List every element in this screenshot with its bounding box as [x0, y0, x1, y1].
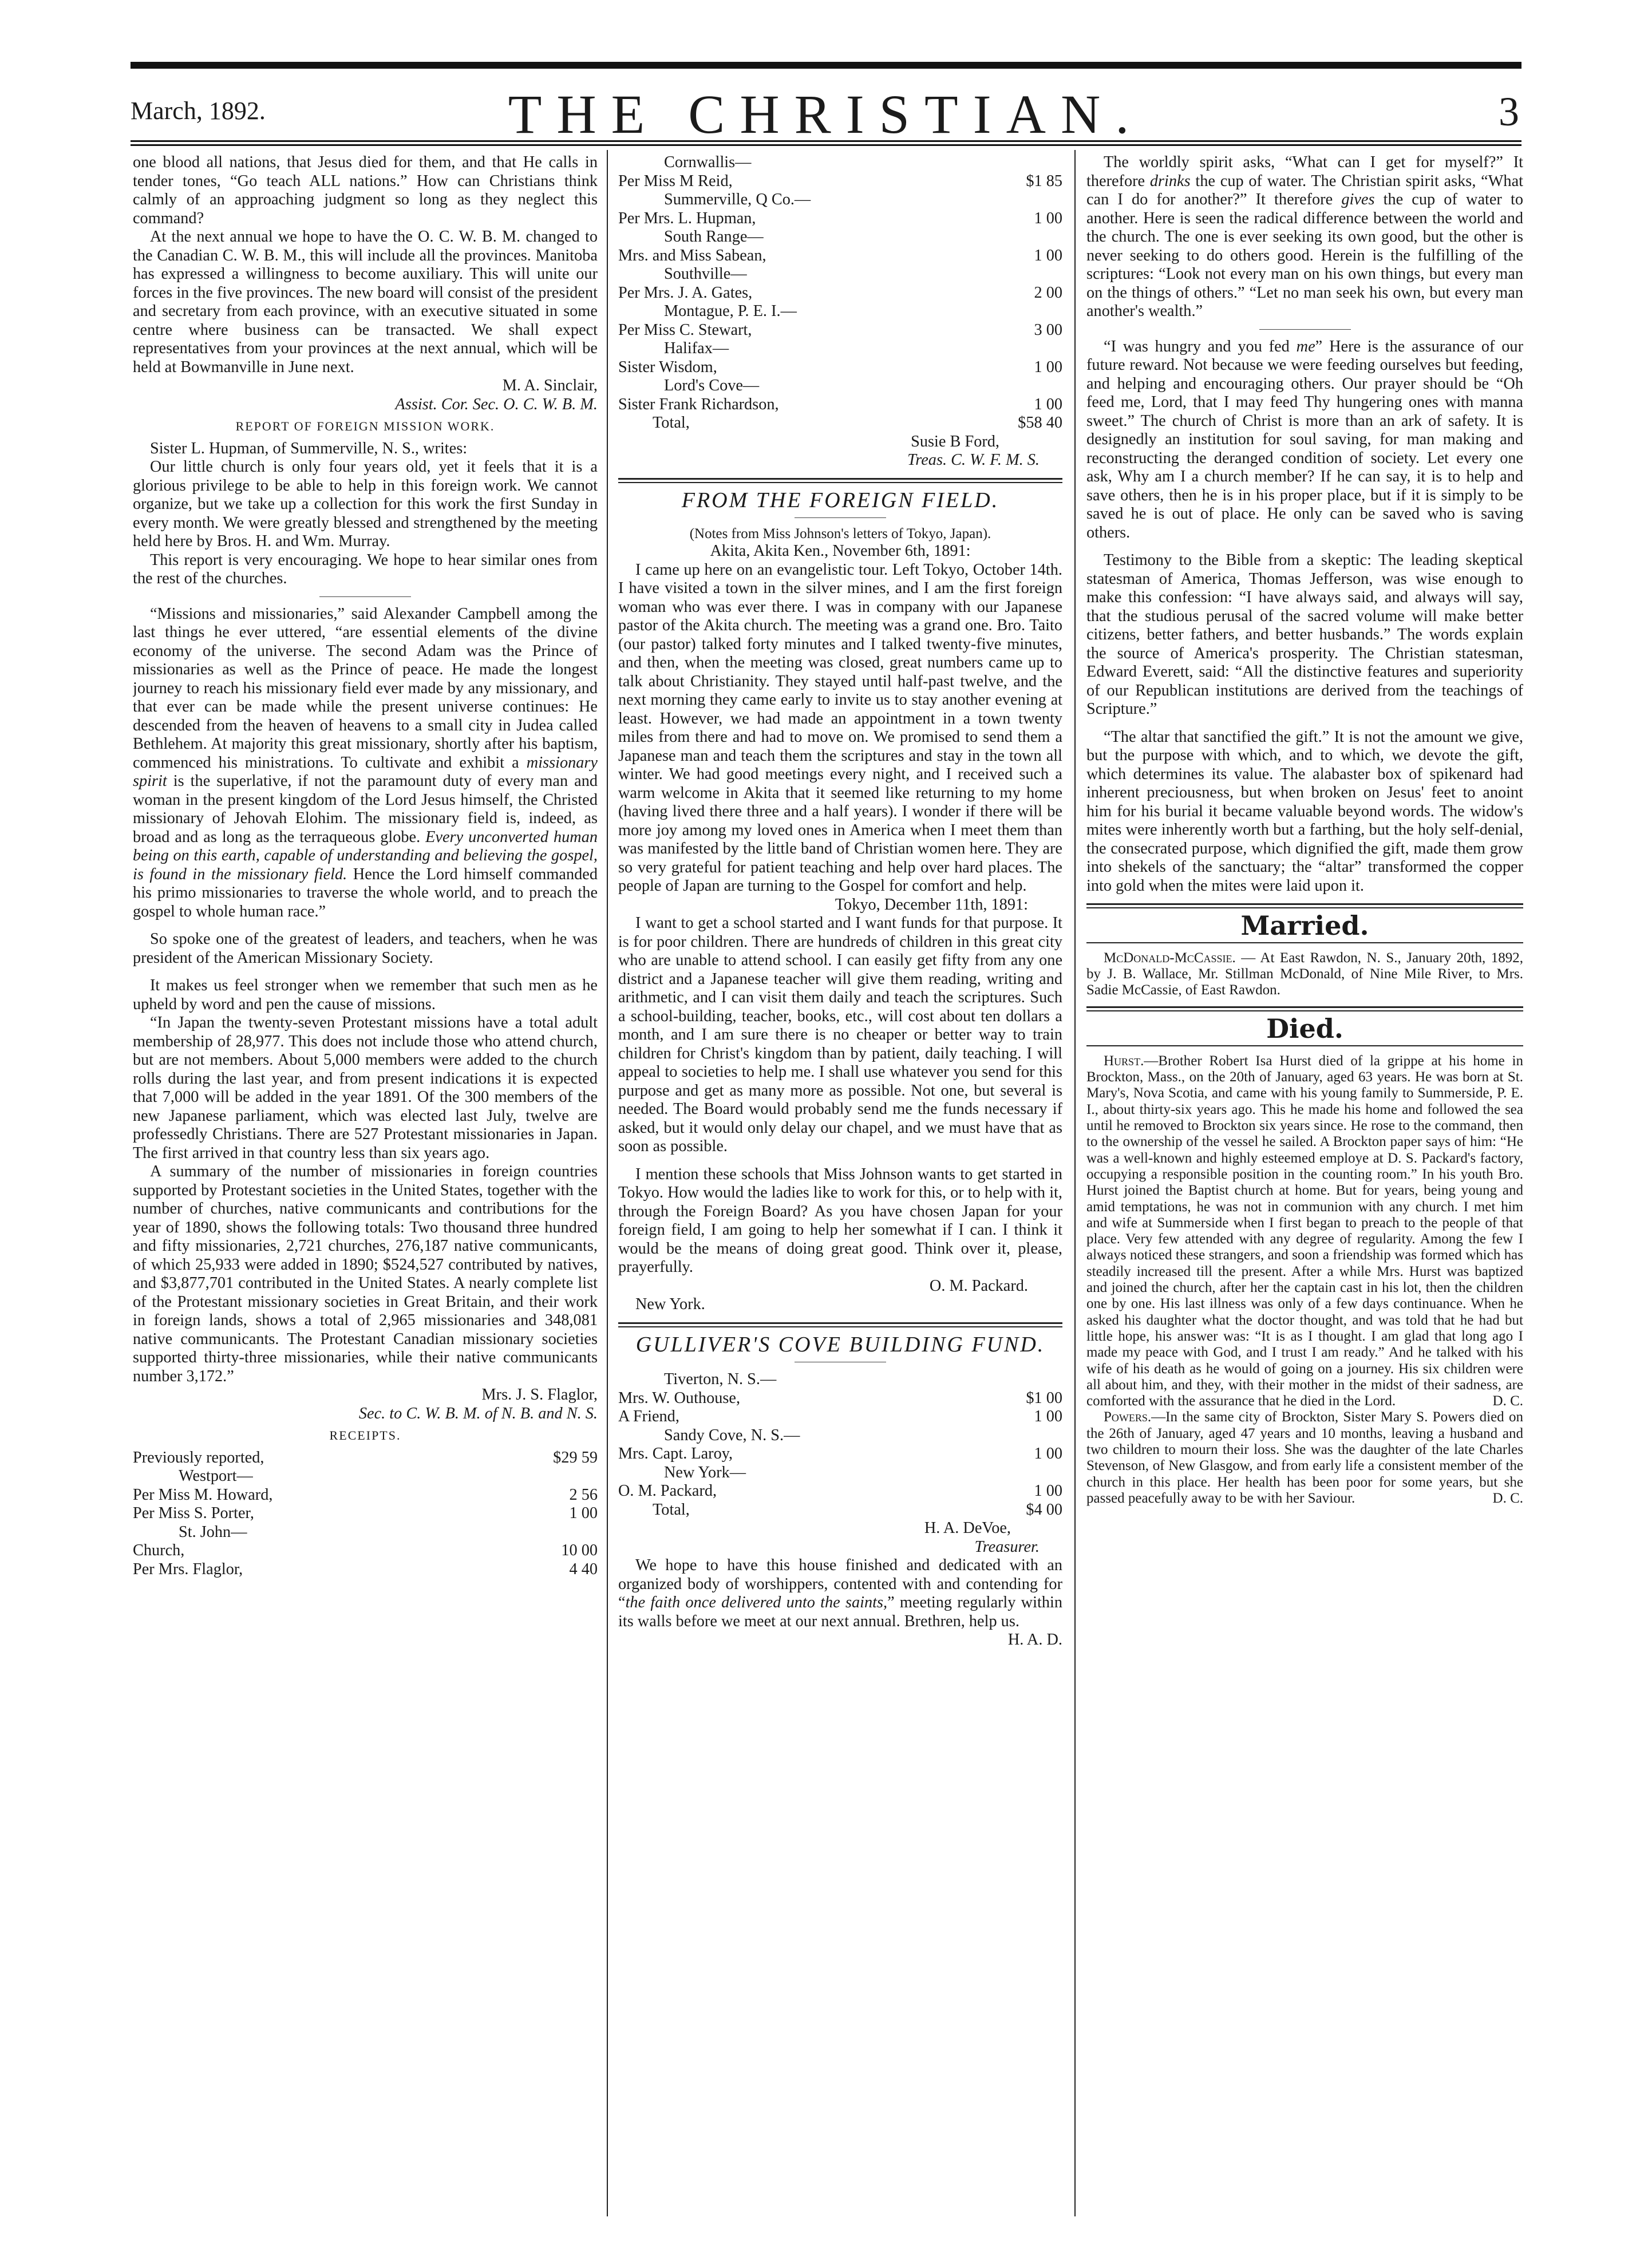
divider: [618, 478, 1062, 483]
item-name: Southville—: [664, 265, 747, 283]
paragraph: This report is very encouraging. We hope to hear similar ones from the rest of the churches.: [133, 551, 598, 587]
receipts-list: [133, 1449, 598, 1579]
text-run: is the superlative, if not the paramount duty of every man and woman in the present kingdom of the Lord Jesus himself, the Christed missionary of Jehovah Elohim. The missionary field is, indeed, as broad and as long as the terraqueous globe.: [133, 772, 598, 846]
list-item: [618, 284, 1062, 303]
list-item: [618, 153, 1062, 172]
item-amount: $1 85: [1026, 172, 1062, 190]
item-name: Halifax—: [664, 339, 729, 357]
masthead: [131, 80, 1521, 143]
list-item: [618, 172, 1062, 191]
item-name: Tiverton, N. S.—: [664, 1370, 777, 1389]
item-amount: $1 00: [1026, 1389, 1062, 1407]
list-item: [618, 396, 1062, 414]
paragraph: [1086, 338, 1523, 543]
emphasis: me: [1296, 337, 1315, 355]
dateline: Akita, Akita Ken., November 6th, 1891:: [710, 542, 971, 560]
section-heading: Married.: [1240, 910, 1369, 941]
emphasis: gives: [1341, 191, 1375, 208]
paragraph: I want to get a school started and I want funds for that purpose. It is for poor children. There are hundreds of children in this great city who are unable to attend school. I can easily get fifty from any one district and a Japanese teacher will give them reading, writing and arithmetic, and I can visit them daily and teach the scriptures. Such a school-building, teacher, books, etc., will cost about ten dollars a month, and I am sure there is no cheaper or better way to train children for Christ's kingdom than by patient, daily teaching. I will appeal to societies to help me. I shall use whatever you send for this purpose and get as many more as possible. Not one, but several is needed. The Board would probably send me the funds necessary if asked, but it would only delay our chapel, and we must have that as soon as possible.: [618, 914, 1062, 1156]
column-1: [133, 153, 598, 2211]
list-item: [618, 321, 1062, 340]
newspaper-title: THE CHRISTIAN.: [508, 84, 1144, 145]
signature: D. C.: [1492, 1490, 1523, 1506]
list-item: [133, 1523, 598, 1542]
item-amount: 3 00: [1034, 321, 1062, 339]
dateline: Tokyo, December 11th, 1891:: [835, 895, 1028, 914]
text-run: “Missions and missionaries,” said Alexander Campbell among the last things he ever uttered, “are essential elements of the divine economy of the universe. The second Adam was the Prince of missionaries as well as the Prince of peace. He made the longest journey to reach his missionary field ever made by any missionary, and that ever can be made while the present universe continues: He descended from the heaven of heavens to a small city in Judea called Bethlehem. At majority this great missionary, shortly after his baptism, commenced his ministrations. To cultivate and exhibit a: [133, 604, 598, 772]
section-heading: FROM THE FOREIGN FIELD.: [681, 488, 999, 512]
item-amount: 1 00: [1034, 395, 1062, 413]
item-name: Montague, P. E. I.—: [664, 302, 797, 320]
list-item: [133, 1467, 598, 1486]
item-name: Sandy Cove, N. S.—: [664, 1426, 800, 1444]
list-item: [618, 302, 1062, 321]
section-heading: GULLIVER'S COVE BUILDING FUND.: [635, 1332, 1045, 1357]
total-label: Total,: [653, 1500, 690, 1519]
list-item: [618, 265, 1062, 284]
fund-total-row: [618, 1501, 1062, 1520]
top-border: [131, 62, 1521, 69]
item-name: New York—: [664, 1463, 746, 1481]
item-name: Sister Wisdom,: [618, 358, 717, 376]
item-amount: $29 59: [553, 1448, 598, 1467]
emphasis: Every unconverted human being on this earth, capable of understanding and believing the gospel, is found in the missionary field.: [133, 828, 598, 883]
signature: M. A. Sinclair,: [502, 377, 598, 394]
text-run: — At East Rawdon, N. S., January 20th, 1892, by J. B. Wallace, Mr. Stillman McDonald, of Nine Mile River, to Mrs. Sadie McCassie, of East Rawdon.: [1086, 950, 1523, 998]
list-item: [618, 1408, 1062, 1426]
item-name: Sister Frank Richardson,: [618, 395, 779, 413]
section-heading: REPORT OF FOREIGN MISSION WORK.: [235, 419, 495, 433]
list-item: [618, 358, 1062, 377]
item-amount: 1 00: [1034, 358, 1062, 376]
item-amount: 1 00: [1034, 209, 1062, 227]
divider: [319, 596, 411, 597]
divider: [1086, 1006, 1523, 1011]
paragraph: [1086, 153, 1523, 321]
signature-title: Treas. C. W. F. M. S.: [907, 451, 1040, 469]
notice: [1086, 1053, 1523, 1410]
column-2: [618, 153, 1062, 2211]
item-name: Per Mrs. Flaglor,: [133, 1560, 243, 1578]
text-run: We hope to have this house finished and dedicated with an organized body of worshippers, contented with and contending for “: [618, 1556, 1062, 1612]
emphasis: missionary spirit: [133, 753, 598, 790]
item-name: Cornwallis—: [664, 153, 752, 171]
item-name: St. John—: [179, 1523, 247, 1541]
paragraph: I came up here on an evangelistic tour. Left Tokyo, October 14th. I have visited a town in the silver mines, and I am the first foreign woman who was ever there. I was in company with our Japanese pastor of the Akita church. The meeting was a grand one. Bro. Taito (our pastor) talked forty minutes and I talked twenty-five minutes, and then, when the meeting was closed, great numbers came up to talk about Christianity. They stayed until half-past twelve, and the next morning they came early to invite us to stay another evening at least. However, we had made an appointment in a town twenty miles from there and had to move on. We promised to send them a Japanese man and teach them the scriptures and stay in the town all winter. We had good meetings every night, and I received such a warm welcome in Akita that it seemed like returning to my home (having lived there three and a half years). I wonder if there will be more joy among my loved ones in America when I meet them than was manifested by the little band of Christian women here. They are so very grateful for patient teaching and help over hard places. The people of Japan are turning to the Gospel for comfort and help.: [618, 560, 1062, 895]
paragraph: one blood all nations, that Jesus died for them, and that He calls in tender tones, “Go teach ALL nations.” How can Christians think calmly of an approaching judgment so long as they neglect this command?: [133, 153, 598, 227]
item-amount: 10 00: [561, 1542, 598, 1559]
text-run: the cup of water. The Christian spirit asks, “What can I do for another?” It therefore: [1086, 172, 1523, 208]
emphasis: the faith once delivered unto the saints,: [625, 1594, 888, 1612]
text-run: The worldly spirit asks, “What can I get for myself?” It therefore: [1086, 153, 1523, 190]
signature: H. A. D.: [1007, 1631, 1062, 1649]
item-name: Mrs. and Miss Sabean,: [618, 246, 766, 264]
item-name: Per Mrs. J. A. Gates,: [618, 283, 753, 302]
divider: [1086, 903, 1523, 908]
paragraph: Sister L. Hupman, of Summerville, N. S., writes:: [150, 439, 468, 457]
issue-date: March, 1892.: [131, 97, 266, 125]
item-name: Per Miss C. Stewart,: [618, 321, 752, 339]
paragraph: So spoke one of the greatest of leaders, and teachers, when he was president of the American Missionary Society.: [133, 930, 598, 967]
fund-list: [618, 1370, 1062, 1501]
paragraph: Our little church is only four years old, yet it feels that it is a glorious privilege to be able to help in this foreign work. We cannot organize, but we take up a collection for this work the first Sunday in every month. We were greatly blessed and strengthened by the meeting held here by Bros. H. and Wm. Murray.: [133, 458, 598, 550]
total-label: Total,: [653, 414, 690, 432]
list-item: [133, 1542, 598, 1560]
text-run: ” meeting regularly within its walls before we meet at our next annual. Brethren, help us.: [618, 1594, 1062, 1630]
subheading: (Notes from Miss Johnson's letters of Tokyo, Japan).: [689, 526, 991, 542]
item-name: Per Miss S. Porter,: [133, 1504, 254, 1522]
item-name: Per Miss M Reid,: [618, 172, 733, 190]
text-run: “I was hungry and you fed: [1104, 337, 1297, 355]
list-item: [618, 1389, 1062, 1408]
list-item: [618, 377, 1062, 396]
signature: O. M. Packard.: [929, 1276, 1028, 1295]
text-run: the cup of water to another. Here is seen the radical difference between the world and the church. The one is ever seeking its own good, but the other is never seeking to do others good. Herein is the fulfilling of the scriptures: “Look not every man on his own things, but every man on the things of others.” “Let no man seek his own, but every man another's wealth.”: [1086, 191, 1523, 320]
signature: H. A. DeVoe,: [924, 1519, 1011, 1538]
notice: [1086, 1409, 1523, 1507]
item-name: Per Mrs. L. Hupman,: [618, 209, 756, 227]
divider: [618, 1322, 1062, 1327]
list-item: [618, 1464, 1062, 1483]
divider: [1259, 329, 1351, 330]
list-item: [618, 191, 1062, 210]
item-amount: 2 00: [1034, 283, 1062, 302]
emphasis: drinks: [1149, 172, 1191, 190]
item-amount: 1 00: [569, 1504, 598, 1522]
item-name: A Friend,: [618, 1408, 679, 1426]
paragraph: At the next annual we hope to have the O. C. W. B. M. changed to the Canadian C. W. B. M., this will include all the provinces. Manitoba has expressed a willingness to become auxiliary. This will unite our forces in the five provinces. The new board will consist of the president and secretary from each province, with an executive situated in some centre where business can be transacted. We shall expect representatives from your provinces at the next annual, which will be held at Bowmanville in June next.: [133, 228, 598, 376]
item-name: Per Miss M. Howard,: [133, 1485, 273, 1504]
list-item: [133, 1486, 598, 1505]
text-run: —In the same city of Brockton, Sister Mary S. Powers died on the 26th of January, aged 47 years and 10 months, leaving a husband and two children to mourn their loss. She was the daughter of the late Charles Stevenson, of New Glasgow, and from early life a consistent member of the church in this place. Her health has been poor for some years, but she passed peacefully away to be with her Saviour.: [1086, 1409, 1523, 1506]
item-amount: 1 00: [1034, 1445, 1062, 1463]
signature: Mrs. J. S. Flaglor,: [481, 1386, 598, 1404]
column-divider: [607, 150, 608, 2216]
divider: [795, 517, 886, 518]
item-name: South Range—: [664, 228, 764, 246]
paragraph: A summary of the number of missionaries in foreign countries supported by Protestant societies in the United States, together with the number of churches, native communicants and contributions for the year of 1890, shows the following totals: Two thousand three hundred and fifty missionaries, 2,721 churches, 276,187 native communicants, of which 25,933 were added in 1890; $524,527 contributed by natives, and $3,877,701 contributed in the United States. A nearly complete list of the Protestant missionary societies in Great Britain, and their work in foreign lands, shows a total of 2,965 missionaries and 348,081 native communicants. The Protestant Canadian missionary societies supported thirty-three missionaries, while their native communicants number 3,172.”: [133, 1163, 598, 1385]
notice: [1086, 950, 1523, 999]
item-name: Lord's Cove—: [664, 377, 760, 394]
notice-lead: Hurst.: [1104, 1053, 1144, 1069]
signature: Susie B Ford,: [911, 432, 999, 450]
item-name: Mrs. W. Outhouse,: [618, 1389, 741, 1407]
list-item: [618, 1482, 1062, 1501]
item-name: Mrs. Capt. Laroy,: [618, 1445, 733, 1463]
item-amount: 2 56: [569, 1485, 598, 1504]
column-3: [1086, 153, 1523, 2211]
list-item: [133, 1560, 598, 1579]
item-amount: 1 00: [1034, 1482, 1062, 1500]
paragraph: I mention these schools that Miss Johnson wants to get started in Tokyo. How would the ladies like to work for this, or to help with it, through the Foreign Board? As you have chosen Japan for your foreign field, I am going to help her somewhat if I can. I think it would be the means of doing great good. Think over it, please, prayerfully.: [618, 1165, 1062, 1276]
list-item: [618, 1426, 1062, 1445]
signature-title: Assist. Cor. Sec. O. C. W. B. M.: [395, 395, 598, 413]
notice-lead: McDonald-McCassie.: [1104, 950, 1236, 966]
signature-place: New York.: [635, 1295, 705, 1314]
item-amount: 1 00: [1034, 246, 1062, 264]
paragraph: Testimony to the Bible from a skeptic: The leading skeptical statesman of America, Thomas Jefferson, was wise enough to make this confession: “I have always said, and always will say, that the studious perusal of the sacred volume will make better citizens, better fathers, and better husbands.” The words explain the source of America's prosperity. The Christian statesman, Edward Everett, said: “All the distinctive features and superiority of our Republican institutions are derived from the teachings of Scripture.”: [1086, 551, 1523, 718]
paragraph: It makes us feel stronger when we remember that such men as he upheld by word and pen the cause of missions.: [133, 977, 598, 1013]
list-item: [618, 339, 1062, 358]
item-amount: 4 40: [569, 1560, 598, 1578]
item-name: Church,: [133, 1542, 185, 1559]
list-item: [618, 228, 1062, 247]
paragraph: [133, 605, 598, 922]
list-item: [133, 1449, 598, 1468]
paragraph: [618, 1556, 1062, 1649]
item-name: Summerville, Q Co.—: [664, 191, 811, 208]
notice-lead: Powers.: [1104, 1409, 1152, 1425]
section-heading: Died.: [1266, 1013, 1343, 1045]
list-item: [618, 1370, 1062, 1389]
list-item: [618, 1445, 1062, 1464]
item-name: Westport—: [179, 1467, 253, 1485]
item-name: O. M. Packard,: [618, 1482, 717, 1500]
total-amount: $4 00: [1026, 1500, 1062, 1519]
section-heading: RECEIPTS.: [329, 1428, 401, 1442]
column-divider: [1074, 150, 1076, 2216]
list-item: [133, 1504, 598, 1523]
item-name: Previously reported,: [133, 1448, 264, 1467]
paragraph: “In Japan the twenty-seven Protestant missions have a total adult membership of 28,977. This does not include those who attend church, but are not members. About 5,000 members were added to the church rolls during the last year, and from present indications it is expected that 7,000 will be added in the year 1891. Of the 300 members of the new Japanese parliament, which was elected last July, twelve are professedly Christians. There are 527 Protestant missionaries in Japan. The first arrived in that country less than six years ago.: [133, 1014, 598, 1162]
masthead-rule: [131, 140, 1521, 146]
total-amount: $58 40: [1018, 414, 1062, 432]
item-amount: 1 00: [1034, 1408, 1062, 1426]
paragraph: “The altar that sanctified the gift.” It is not the amount we give, but the purpose with which, and to which, we devote the gift, which determines its value. The alabaster box of spikenard had inherent preciousness, but when broken on Jesus' feet to anoint him for his burial it became valuable beyond words. The widow's mites were inherently worth but a farthing, but the holy self-denial, the consecrated purpose, which dignified the gift, made them grow into shekels of the sanctuary; the “altar” transformed the copper into gold when the mites were laid upon it.: [1086, 728, 1523, 895]
text-run: —Brother Robert Isa Hurst died of la grippe at his home in Brockton, Mass., on the 20th of January, aged 63 years. He was born at St. Mary's, Nova Scotia, and came with his young family to Summerside, P. E. I., about thirty-six years ago. This he made his home and followed the sea until he removed to Brockton six years since. He rose to the command, then to the ownership of the vessel he sailed. A Brockton paper says of him: “He was a well-known and highly esteemed employe at D. S. Packard's factory, occupying a responsible position in the counting room.” In his youth Bro. Hurst joined the Baptist church at home. But for years, being young and amid temptations, he was not in communion with any church. I met him and wife at Summerside when I first began to preach to the people of that place. Very few attended with any degree of regularity. Among the few I always noticed these strangers, and soon a friendship was formed which has steadily increased till the present. After a while Mrs. Hurst was baptized and joined the church, after her the captain cast in his lot, then the children one by one. His last illness was only of a few days continuance. When he asked his daughter what the doctor thought, and was told that he had but little hope, his answer was: “It is as I thought. I am glad that long ago I made my peace with God, and I trust I am ready.” And he talked with his wife of his death as he would of going on a journey. His six children were all about him, and they, with their mother in the midst of their sadness, are comforted with the assurance that he died in the Lord.: [1086, 1053, 1523, 1409]
fund-list: [618, 153, 1062, 414]
list-item: [618, 247, 1062, 266]
list-item: [618, 210, 1062, 228]
divider: [1086, 942, 1523, 943]
fund-total-row: [618, 414, 1062, 433]
signature-title: Sec. to C. W. B. M. of N. B. and N. S.: [358, 1404, 598, 1422]
signature-title: Treasurer.: [974, 1538, 1040, 1556]
text-run: Hence the Lord himself commanded his primo missionaries to traverse the whole world, and to preach the gospel to whole human race.”: [133, 865, 598, 920]
signature: D. C.: [1492, 1393, 1523, 1409]
divider: [1086, 1045, 1523, 1046]
page-number: 3: [1499, 89, 1519, 135]
text-run: ” Here is the assurance of our future reward. Not because we were feeding ourselves but feeding, and helping and encouraging others. Our prayer should be “Oh feed me, Lord, that I may feed Thy hungering ones with manna sweet.” The church of Christ is more than an ark of safety. It is designedly an institution for soul saving, for man making and reconstructing the deranged condition of society. Let every one ask, Why am I a church member? If he can say, it is to help and save others, then he is in his proper place, but if it is simply to be saved he is out of place. He only can be saved who is saving others.: [1086, 337, 1523, 542]
